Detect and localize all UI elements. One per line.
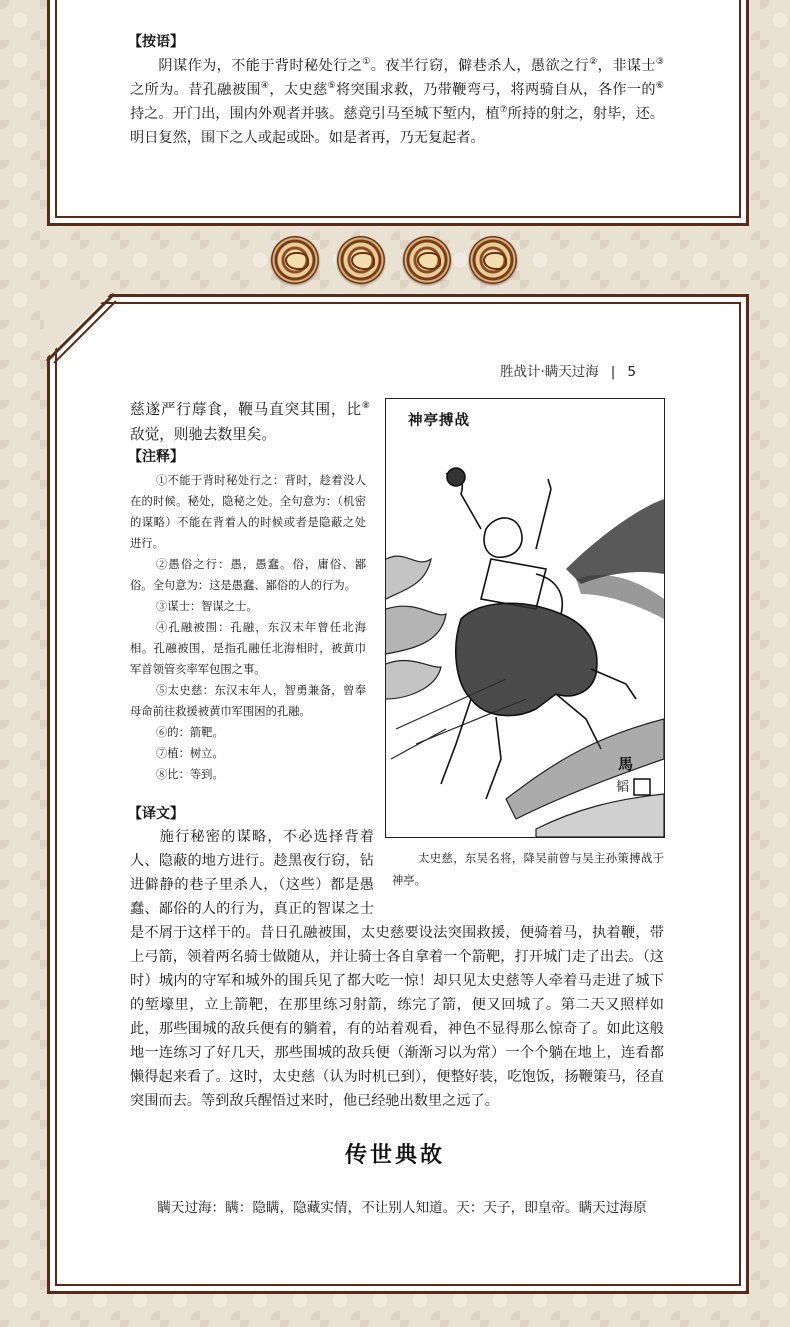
medallion-icon <box>337 236 385 284</box>
corner-bevel <box>44 291 116 363</box>
section-title: 传世典故 <box>344 1142 445 1168</box>
illustration-frame <box>385 398 665 838</box>
medallion-icon <box>403 236 451 284</box>
medallion-icon <box>469 236 517 284</box>
note-item: ①不能于背时秘处行之：背时，趁着没人在的时候。秘处，隐秘之处。全句意为：（机密的谋略）不能在背着人的时候或者是隐蔽之处进行。 <box>130 474 366 550</box>
warrior-on-horse-illustration <box>386 399 664 837</box>
note-item: ②愚俗之行：愚，愚蠢。俗，庸俗、鄙俗。全句意为：这是愚蠢、鄙俗的人的行为。 <box>130 558 366 592</box>
translation-text: 施行秘密的谋略，不必选择背着人、隐蔽的地方进行。趁黑夜行窃，钻进僻静的巷子里杀人，（这些）都是愚蠢、鄙俗的人的行为，真正的智谋之士是不屑于这样干的。昔日孔融被围，太史慈要设法突围救援，便骑着马，执着鞭，带上弓箭，领着两名骑士做随从，并让骑士各自拿着一个箭靶，打开城门走了出去。（这时）城内的守军和城外的围兵见了都大吃一惊！却只见太史慈等人牵着马走进了城下的堑壕里，立上箭靶，在那里练习射箭，练完了箭，便又回城了。第二天又照样如此，那些围城的敌兵便有的躺着，有的站着观看，神色不显得那么惊奇了。如此这般地一连练习了好几天，那些围城的敌兵便（渐渐习以为常）一个个躺在地上，连看都懒得起来看了。这时，太史慈（认为时机已到），便整好装，吃饱饭，扬鞭策马，径直突围而去。等到敌兵醒悟过来时，他已经驰出数里之远了。 <box>130 829 664 1109</box>
page-number: 5 <box>627 364 636 380</box>
annotation-heading: 【按语】 <box>128 34 184 50</box>
medallion-row <box>271 232 521 288</box>
header-separator: | <box>610 364 616 380</box>
opening-paragraph: 慈遂严行蓐食，鞭马直突其围，比⑧敌觉，则驰去数里矣。 <box>130 401 370 443</box>
medallion-icon <box>271 236 319 284</box>
seal-box <box>634 779 650 795</box>
note-item: ⑤太史慈：东汉末年人，智勇兼备，曾奉母命前往救援被黄巾军围困的孔融。 <box>130 684 366 718</box>
note-item: ③谋士：智谋之士。 <box>155 600 258 613</box>
illustration-wrap-spacer <box>374 825 664 914</box>
annotation-paragraph: 阴谋作为，不能于背时秘处行之①。夜半行窃，僻巷杀人，愚欲之行②，非谋士③之所为。昔孔融被围④，太史慈⑤将突围求救，乃带鞭弯弓，将两骑自从，各作一的⑥持之。开门出，围内外观者并骇。慈竟引马至城下堑内，植⑦所持的射之，射毕，还。明日复然，围下之人或起或卧。如是者再，乃无复起者。 <box>130 57 664 146</box>
note-item: ⑥的：箭靶。 <box>155 726 224 739</box>
note-item: ④孔融被围：孔融，东汉末年曾任北海相。孔融被围，是指孔融任北海相时，被黄巾军首领管亥率军包围之事。 <box>130 621 366 676</box>
translation-paragraph <box>130 825 664 1113</box>
story-paragraph: 瞒天过海：瞒：隐瞒，隐藏实情，不让别人知道。天：天子，即皇帝。瞒天过海原 <box>157 1200 647 1216</box>
illustration-title: 神亭搏战 <box>408 412 470 429</box>
illustration-caption: 太史慈，东吴名将，降吴前曾与吴主孙策搏战于神亭。 <box>392 852 664 887</box>
translation-heading: 【译文】 <box>128 806 184 822</box>
chapter-title: 胜战计·瞒天过海 <box>500 364 599 380</box>
notes-heading: 【注释】 <box>128 449 184 465</box>
note-item: ⑦植：树立。 <box>155 747 224 760</box>
page-header <box>500 360 636 380</box>
artist-seal: 馬 <box>618 755 634 773</box>
note-item: ⑧比：等到。 <box>155 768 224 781</box>
notes-list <box>130 470 366 785</box>
artist-seal: 韬 <box>616 780 630 795</box>
